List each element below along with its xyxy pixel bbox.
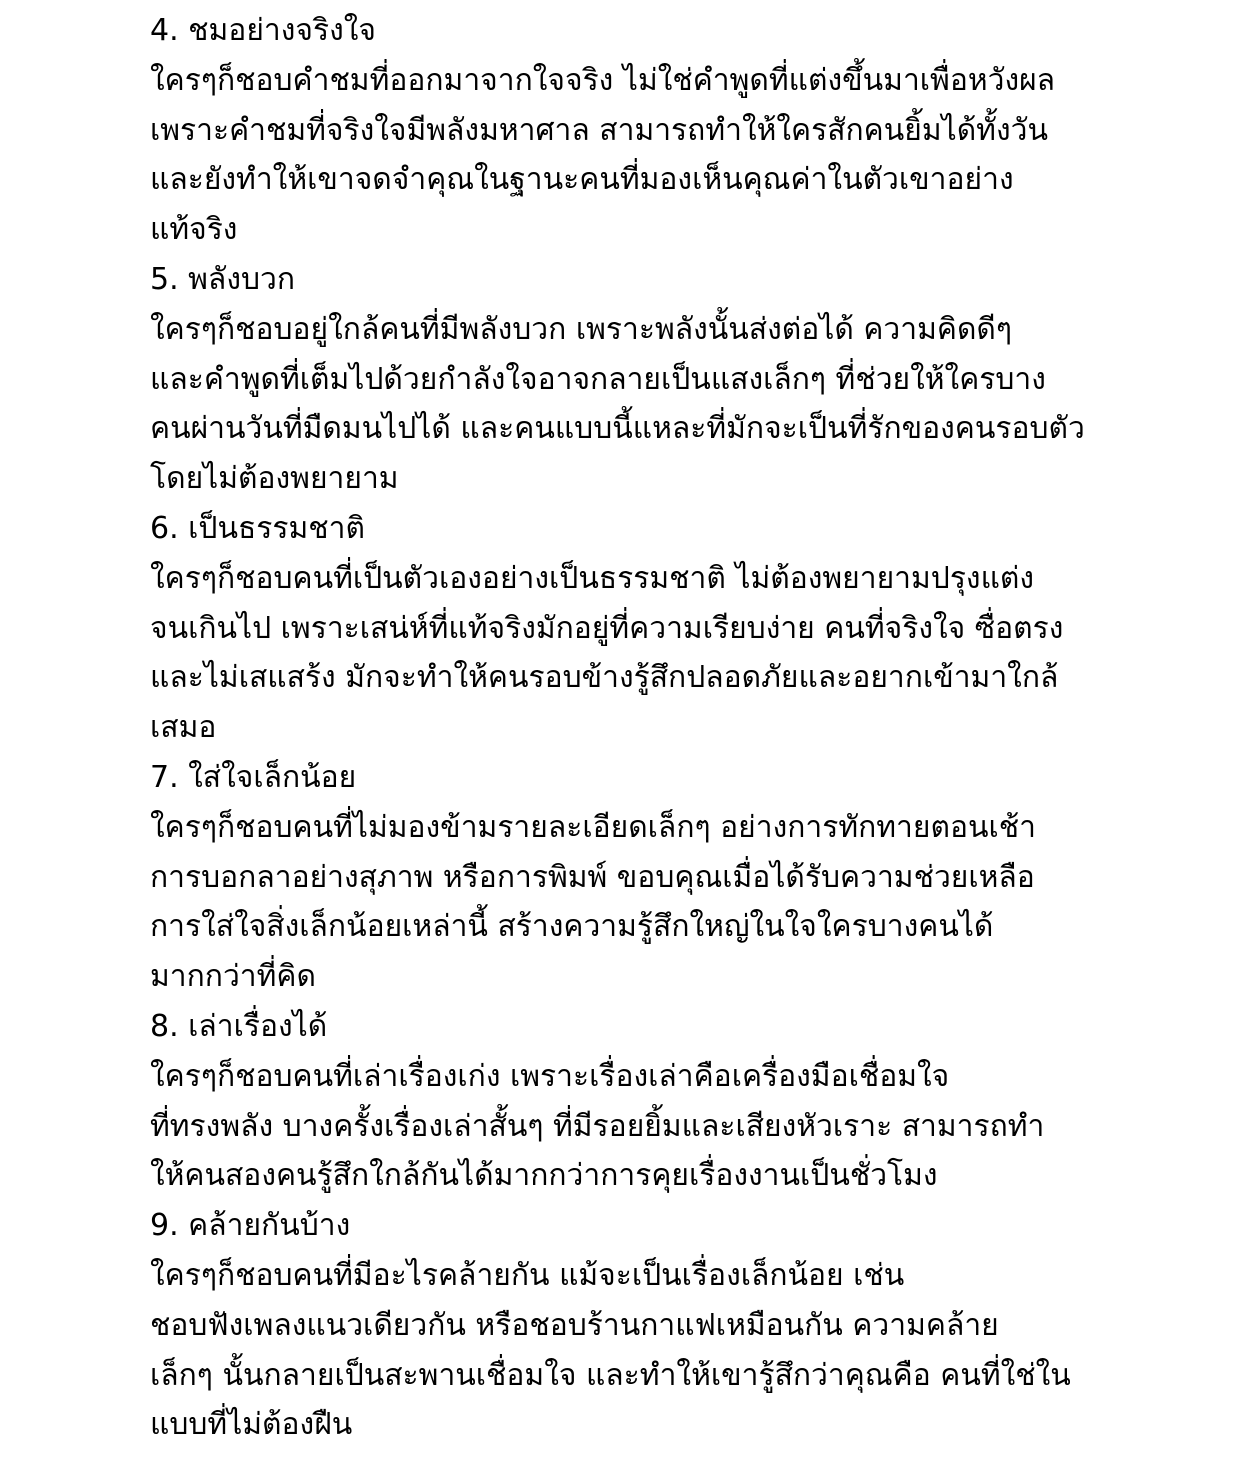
paragraph-line: เพราะคำชมที่จริงใจมีพลังมหาศาล สามารถทำให้ใครสักคนยิ้มได้ทั้งวัน — [150, 112, 1048, 148]
paragraph-line: แท้จริง — [150, 212, 238, 248]
paragraph-line: มากกว่าที่คิด — [150, 959, 316, 995]
paragraph-line: ชอบฟังเพลงแนวเดียวกัน หรือชอบร้านกาแฟเหมือนกัน ความคล้าย — [150, 1307, 999, 1343]
paragraph-line: คนผ่านวันที่มืดมนไปได้ และคนแบบนี้แหละที่มักจะเป็นที่รักของคนรอบตัว — [150, 411, 1085, 447]
paragraph-line: ใครๆก็ชอบคนที่มีอะไรคล้ายกัน แม้จะเป็นเรื่องเล็กน้อย เช่น — [150, 1257, 905, 1293]
paragraph-line: ให้คนสองคนรู้สึกใกล้กันได้มากกว่าการคุยเรื่องงานเป็นชั่วโมง — [150, 1158, 938, 1194]
paragraph-line: เสมอ — [150, 710, 217, 746]
section-heading: 7. ใส่ใจเล็กน้อย — [150, 759, 357, 795]
paragraph-line: และไม่เสแสร้ง มักจะทำให้คนรอบข้างรู้สึกปลอดภัยและอยากเข้ามาใกล้ — [150, 660, 1059, 696]
paragraph-line: ใครๆก็ชอบคำชมที่ออกมาจากใจจริง ไม่ใช่คำพูดที่แต่งขึ้นมาเพื่อหวังผล — [150, 62, 1056, 98]
paragraph-line: แบบที่ไม่ต้องฝืน — [150, 1407, 353, 1443]
paragraph-line: ที่ทรงพลัง บางครั้งเรื่องเล่าสั้นๆ ที่มีรอยยิ้มและเสียงหัวเราะ สามารถทำ — [150, 1108, 1045, 1144]
section-heading: 5. พลังบวก — [150, 261, 296, 297]
section-heading: 8. เล่าเรื่องได้ — [150, 1008, 328, 1044]
paragraph-line: ใครๆก็ชอบคนที่เป็นตัวเองอย่างเป็นธรรมชาติ ไม่ต้องพยายามปรุงแต่ง — [150, 560, 1035, 596]
paragraph-line: การใส่ใจสิ่งเล็กน้อยเหล่านี้ สร้างความรู้สึกใหญ่ในใจใครบางคนได้ — [150, 909, 994, 945]
paragraph-line: และคำพูดที่เต็มไปด้วยกำลังใจอาจกลายเป็นแสงเล็กๆ ที่ช่วยให้ใครบาง — [150, 361, 1046, 397]
paragraph-line: ใครๆก็ชอบคนที่ไม่มองข้ามรายละเอียดเล็กๆ อย่างการทักทายตอนเช้า — [150, 809, 1036, 845]
paragraph-line: และยังทำให้เขาจดจำคุณในฐานะคนที่มองเห็นคุณค่าในตัวเขาอย่าง — [150, 162, 1014, 198]
paragraph-line: โดยไม่ต้องพยายาม — [150, 461, 399, 497]
paragraph-line: จนเกินไป เพราะเสน่ห์ที่แท้จริงมักอยู่ที่ความเรียบง่าย คนที่จริงใจ ซื่อตรง — [150, 610, 1064, 646]
section-heading: 4. ชมอย่างจริงใจ — [150, 13, 376, 48]
paragraph-line: เล็กๆ นั้นกลายเป็นสะพานเชื่อมใจ และทำให้เขารู้สึกว่าคุณคือ คนที่ใช่ใน — [150, 1357, 1071, 1393]
article-body — [150, 6, 1100, 1450]
paragraph-line: ใครๆก็ชอบอยู่ใกล้คนที่มีพลังบวก เพราะพลังนั้นส่งต่อได้ ความคิดดีๆ — [150, 311, 1013, 347]
paragraph-line: ใครๆก็ชอบคนที่เล่าเรื่องเก่ง เพราะเรื่องเล่าคือเครื่องมือเชื่อมใจ — [150, 1058, 950, 1094]
section-heading: 9. คล้ายกันบ้าง — [150, 1208, 351, 1244]
paragraph-line: การบอกลาอย่างสุภาพ หรือการพิมพ์ ขอบคุณเมื่อได้รับความช่วยเหลือ — [150, 859, 1035, 895]
section-heading: 6. เป็นธรรมชาติ — [150, 510, 365, 546]
